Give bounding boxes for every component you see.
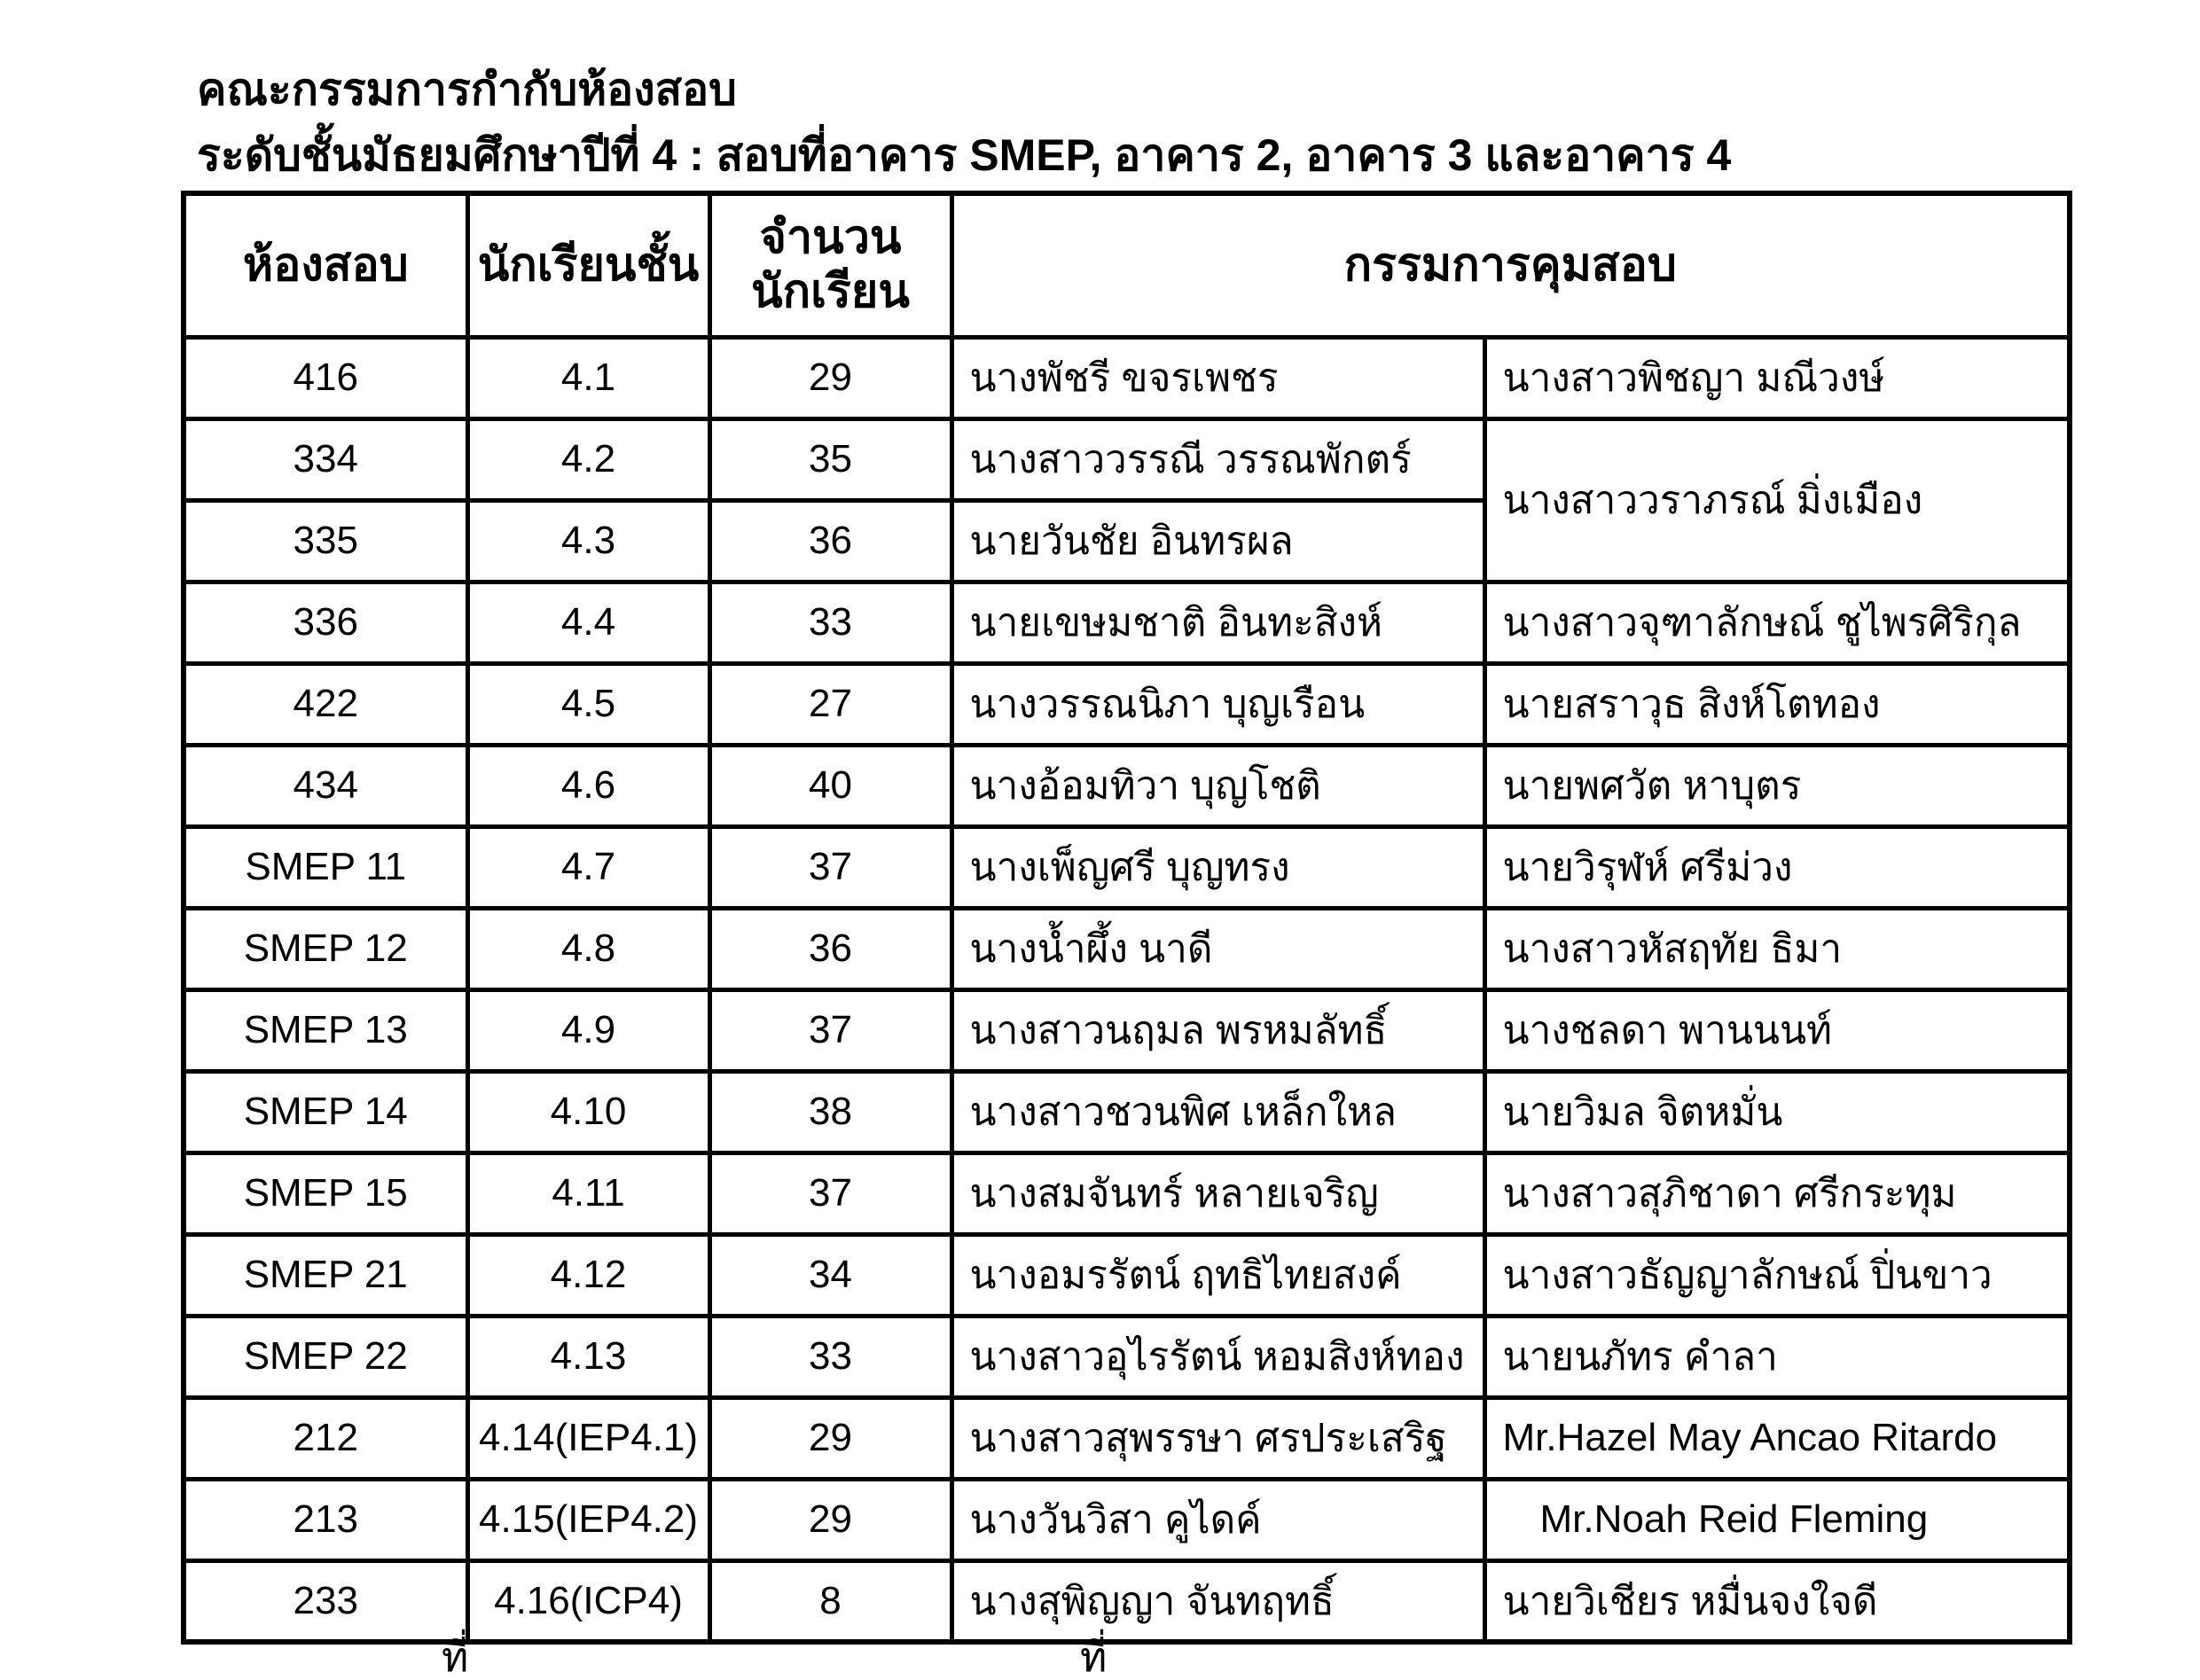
table-row — [184, 1153, 2070, 1234]
proctor2-cell: นางสาวหัสฤทัย ธิมา — [1484, 908, 2070, 989]
class-cell: 4.6 — [467, 745, 709, 826]
proctor1-cell: นางสาววรรณี วรรณพักตร์ — [951, 418, 1484, 500]
count-cell: 27 — [709, 663, 951, 745]
count-cell: 29 — [709, 1479, 951, 1560]
class-cell: 4.14(IEP4.1) — [467, 1397, 709, 1479]
proctor1-cell: นางสาวอุไรรัตน์ หอมสิงห์ทอง — [951, 1316, 1484, 1397]
count-cell: 8 — [709, 1560, 951, 1642]
table-row — [184, 582, 2070, 663]
proctor1-cell: นางวรรณนิภา บุญเรือน — [951, 663, 1484, 745]
class-cell: 4.12 — [467, 1234, 709, 1316]
class-cell: 4.15(IEP4.2) — [467, 1479, 709, 1560]
table-row — [184, 1560, 2070, 1642]
room-cell: 336 — [184, 582, 467, 663]
room-cell: SMEP 15 — [184, 1153, 467, 1234]
room-cell: SMEP 12 — [184, 908, 467, 989]
page-subtitle: ระดับชั้นมัธยมศึกษาปีที่ 4 : สอบที่อาคาร SMEP, อาคาร 2, อาคาร 3 และอาคาร 4 — [197, 130, 1732, 180]
count-cell: 35 — [709, 418, 951, 500]
class-cell: 4.13 — [467, 1316, 709, 1397]
proctor2-cell: นางสาวสุภิชาดา ศรีกระทุม — [1484, 1153, 2070, 1234]
header-proctors: กรรมการคุมสอบ — [951, 193, 2070, 337]
class-cell: 4.3 — [467, 500, 709, 582]
count-cell: 38 — [709, 1071, 951, 1153]
header-room: ห้องสอบ — [184, 193, 467, 337]
proctor1-cell: นางเพ็ญศรี บุญทรง — [951, 826, 1484, 908]
room-cell: SMEP 14 — [184, 1071, 467, 1153]
count-cell: 36 — [709, 908, 951, 989]
proctor2-cell: Mr.Hazel May Ancao Ritardo — [1484, 1397, 2070, 1479]
count-cell: 33 — [709, 582, 951, 663]
room-cell: SMEP 13 — [184, 989, 467, 1071]
count-cell: 37 — [709, 989, 951, 1071]
class-cell: 4.2 — [467, 418, 709, 500]
class-cell: 4.10 — [467, 1071, 709, 1153]
room-cell: 233 — [184, 1560, 467, 1642]
header-class: นักเรียนชั้น — [467, 193, 709, 337]
table-row — [184, 337, 2070, 418]
table-row — [184, 1234, 2070, 1316]
count-cell: 37 — [709, 826, 951, 908]
table-row — [184, 826, 2070, 908]
proctor1-cell: นางวันวิสา คูไดค์ — [951, 1479, 1484, 1560]
proctor1-cell: นายวันชัย อินทรผล — [951, 500, 1484, 582]
class-cell: 4.8 — [467, 908, 709, 989]
table-row — [184, 1397, 2070, 1479]
header-count-line2: นักเรียน — [751, 266, 910, 318]
table-row — [184, 1071, 2070, 1153]
cutoff-text-fragment: ที่ — [1080, 1634, 1108, 1680]
class-cell: 4.1 — [467, 337, 709, 418]
count-cell: 33 — [709, 1316, 951, 1397]
proctor2-cell: นายพศวัต หาบุตร — [1484, 745, 2070, 826]
header-count-line1: จำนวน — [759, 211, 902, 263]
proctor2-cell: นายวิเชียร หมื่นจงใจดี — [1484, 1560, 2070, 1642]
count-cell: 34 — [709, 1234, 951, 1316]
proctor1-cell: นางอมรรัตน์ ฤทธิไทยสงค์ — [951, 1234, 1484, 1316]
table-row — [184, 663, 2070, 745]
proctor2-cell: นายวิรุฬห์ ศรีม่วง — [1484, 826, 2070, 908]
proctor1-cell: นางสาวชวนพิศ เหล็กใหล — [951, 1071, 1484, 1153]
room-cell: 416 — [184, 337, 467, 418]
proctor1-cell: นางสาวสุพรรษา ศรประเสริฐ — [951, 1397, 1484, 1479]
proctor2-merged-cell: นางสาววราภรณ์ มิ่งเมือง — [1484, 418, 2070, 582]
proctor2-cell: นายนภัทร คำลา — [1484, 1316, 2070, 1397]
class-cell: 4.4 — [467, 582, 709, 663]
page-title: คณะกรรมการกำกับห้องสอบ — [197, 65, 737, 114]
proctor2-cell: นางสาวธัญญาลักษณ์ ปิ่นขาว — [1484, 1234, 2070, 1316]
room-cell: SMEP 22 — [184, 1316, 467, 1397]
count-cell: 29 — [709, 337, 951, 418]
proctor2-cell: นายวิมล จิตหมั่น — [1484, 1071, 2070, 1153]
proctor2-cell: นางสาวจุฑาลักษณ์ ชูไพรศิริกุล — [1484, 582, 2070, 663]
room-cell: 334 — [184, 418, 467, 500]
proctor2-cell: นางสาวพิชญา มณีวงษ์ — [1484, 337, 2070, 418]
count-cell: 40 — [709, 745, 951, 826]
class-cell: 4.9 — [467, 989, 709, 1071]
room-cell: 434 — [184, 745, 467, 826]
proctor1-cell: นางสมจันทร์ หลายเจริญ — [951, 1153, 1484, 1234]
room-cell: 212 — [184, 1397, 467, 1479]
exam-room-table — [181, 191, 2072, 1645]
proctor1-cell: นางพัชรี ขจรเพชร — [951, 337, 1484, 418]
class-cell: 4.11 — [467, 1153, 709, 1234]
room-cell: 422 — [184, 663, 467, 745]
table-row — [184, 989, 2070, 1071]
class-cell: 4.7 — [467, 826, 709, 908]
proctor1-cell: นางอ้อมทิวา บุญโชติ — [951, 745, 1484, 826]
proctor1-cell: นายเขษมชาติ อินทะสิงห์ — [951, 582, 1484, 663]
count-cell: 36 — [709, 500, 951, 582]
room-cell: SMEP 11 — [184, 826, 467, 908]
proctor1-cell: นางสาวนฤมล พรหมลัทธิ์ — [951, 989, 1484, 1071]
proctor1-cell: นางสุพิญญา จันทฤทธิ์ — [951, 1560, 1484, 1642]
table-header-row — [184, 193, 2070, 337]
table-row — [184, 1479, 2070, 1560]
table-row — [184, 745, 2070, 826]
count-cell: 29 — [709, 1397, 951, 1479]
proctor2-cell: Mr.Noah Reid Fleming — [1484, 1479, 2070, 1560]
header-count — [709, 193, 951, 337]
table-row — [184, 908, 2070, 989]
table-row — [184, 418, 2070, 500]
cutoff-text-fragment: ที่ — [442, 1634, 469, 1680]
count-cell: 37 — [709, 1153, 951, 1234]
room-cell: 335 — [184, 500, 467, 582]
proctor2-cell: นางชลดา พานนนท์ — [1484, 989, 2070, 1071]
room-cell: 213 — [184, 1479, 467, 1560]
room-cell: SMEP 21 — [184, 1234, 467, 1316]
proctor1-cell: นางน้ำผึ้ง นาดี — [951, 908, 1484, 989]
class-cell: 4.16(ICP4) — [467, 1560, 709, 1642]
table-row — [184, 1316, 2070, 1397]
class-cell: 4.5 — [467, 663, 709, 745]
proctor2-cell: นายสราวุธ สิงห์โตทอง — [1484, 663, 2070, 745]
